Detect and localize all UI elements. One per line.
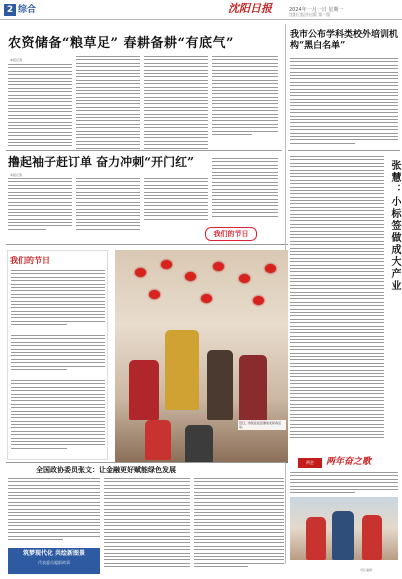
profile-headline: 张慧：小标签做成大产业 xyxy=(389,160,400,292)
story2-body-col2 xyxy=(76,178,140,233)
story2-byline: 本报记者 xyxy=(10,173,23,177)
newspaper-logo: 沈阳日报 xyxy=(228,2,272,15)
side-feature-photo xyxy=(290,497,398,560)
story2-body-col3 xyxy=(144,178,208,223)
photo-caption: 近日，市民在社区参加迎新春活动。 xyxy=(238,420,286,430)
page-number: 2 xyxy=(4,4,16,16)
lantern xyxy=(161,260,172,269)
person xyxy=(185,425,213,463)
lantern xyxy=(149,290,160,299)
divider xyxy=(6,244,288,245)
right-column-headline: 我市公布学科类校外培训机构“黑白名单” xyxy=(290,30,399,51)
lantern xyxy=(253,296,264,305)
festival-photo xyxy=(115,250,288,463)
series-banner xyxy=(8,548,100,574)
story2-headline: 撸起袖子赶订单 奋力冲刺“开门红” xyxy=(8,155,194,169)
section-name: 综合 xyxy=(18,5,37,15)
lantern xyxy=(213,262,224,271)
banner-subtitle: 代表委员履职故事 xyxy=(38,560,70,565)
profile-body xyxy=(290,156,384,451)
story1-body-col1 xyxy=(8,64,72,149)
issue-date: 2024年一月一日 星期一 xyxy=(289,7,344,13)
publisher-line: 沈阳日报社出版 第一版 xyxy=(289,12,331,17)
story2-body-col4 xyxy=(212,158,278,223)
story1-headline: 农资储备“粮草足” 春耕备耕“有底气” xyxy=(8,36,234,51)
page-header xyxy=(0,0,402,20)
divider xyxy=(6,462,286,463)
person xyxy=(306,517,326,560)
feature-title: 我们的节日 xyxy=(10,255,50,265)
lantern xyxy=(265,264,276,273)
story3-body-col2 xyxy=(104,478,190,573)
person xyxy=(239,355,267,425)
lantern xyxy=(201,294,212,303)
lantern xyxy=(239,274,250,283)
story3-body-col1 xyxy=(8,478,100,543)
person xyxy=(332,511,354,560)
person xyxy=(207,350,233,420)
person xyxy=(362,515,382,560)
divider xyxy=(288,150,400,151)
person xyxy=(165,330,199,410)
feature-body-3 xyxy=(11,380,105,455)
story2-body-col1 xyxy=(8,178,72,233)
right-column-body xyxy=(290,58,398,148)
story1-body-col4 xyxy=(212,56,278,149)
feature-body-1 xyxy=(11,270,105,330)
side-feature-title: 两年奋之歌 xyxy=(326,457,372,467)
person xyxy=(145,420,171,460)
story3-headline: 全国政协委员张文：让金融更好赋能绿色发展 xyxy=(36,465,176,474)
story1-body-col3 xyxy=(144,56,208,149)
story3-body-col3 xyxy=(194,478,284,573)
lantern xyxy=(135,268,146,277)
banner-title: 筑梦现代化 共绘新图景 xyxy=(22,550,86,557)
story1-body-col2 xyxy=(76,56,140,149)
side-feature-body xyxy=(290,472,398,494)
side-tag: 两会 xyxy=(298,458,322,468)
editor-credit: 责任编辑 xyxy=(360,568,373,572)
divider xyxy=(6,150,282,151)
story1-byline: 本报记者 xyxy=(10,58,23,62)
feature-body-2 xyxy=(11,335,105,375)
lantern xyxy=(185,272,196,281)
person xyxy=(129,360,159,420)
festival-stamp: 我们的节日 xyxy=(205,227,257,241)
